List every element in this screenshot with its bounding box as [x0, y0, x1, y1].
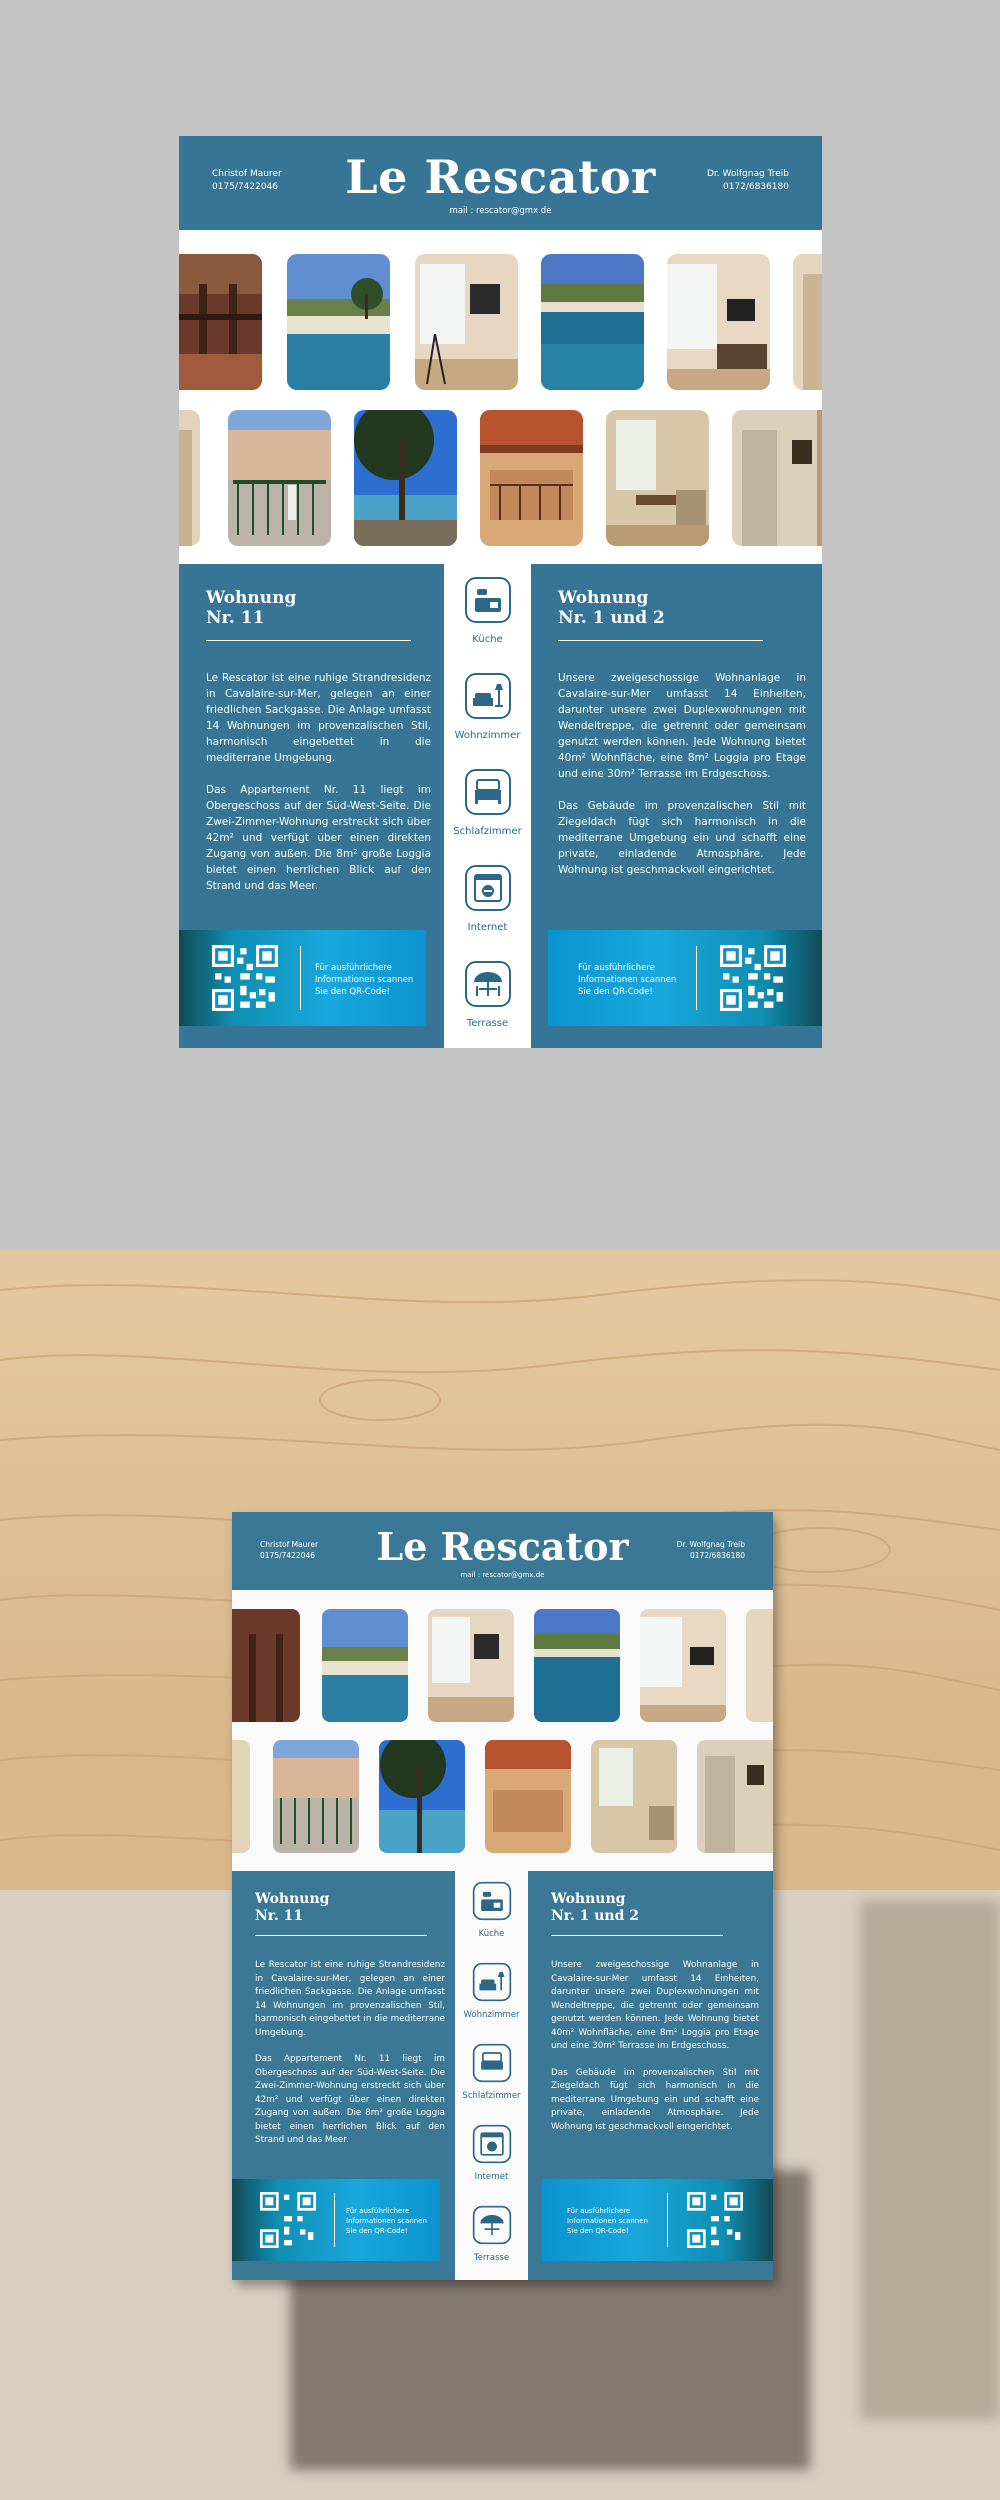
photo-doorway: [793, 254, 822, 390]
kitchen-icon: [472, 1881, 512, 1921]
mockup-qr-banner-left: [232, 2179, 440, 2261]
qr-instruction-left: Für ausführlichere Informationen scannen Sie den QR-Code!: [315, 963, 414, 997]
mockup-feature-internet-label: Internet: [474, 2172, 509, 2182]
mockup-apartment-1-2-description: [551, 1959, 759, 2147]
qr-code-icon[interactable]: [687, 2192, 743, 2248]
divider: [206, 640, 411, 641]
mockup-apartment-1-2-panel: [528, 1871, 773, 2280]
feature-terrace: [444, 960, 531, 1029]
features-column: [444, 564, 531, 1048]
mockup-photo-door: [746, 1609, 773, 1722]
apartment-11-paragraph-1: Le Rescator ist eine ruhige Strandresidenz in Cavalaire-sur-Mer, gelegen an einer friedlichen Sackgasse. Die Anlage umfasst 14 Wohnungen im provenzalischen Stil, harmonisch eingebettet in die mediterrane Umgebung.: [206, 672, 431, 764]
photo-beach-coast: [287, 254, 390, 390]
photo-row-2: [179, 410, 822, 546]
apartment-1-2-panel: [531, 564, 822, 1048]
mockup-photo-gate: [273, 1740, 359, 1853]
divider: [551, 1935, 723, 1936]
photo-corridor: [179, 410, 200, 546]
mockup-feature-living-room: [455, 1962, 528, 2020]
mockup-photo-roof: [485, 1740, 571, 1853]
mockup-title: Le Rescator: [376, 1524, 629, 1569]
qr-banner-right: [548, 930, 822, 1026]
terrace-parasol-icon: [472, 2205, 512, 2245]
qr-code-icon[interactable]: [212, 945, 278, 1011]
contact-mail: mail : rescator@gmx.de: [449, 206, 552, 216]
internet-browser-icon: [472, 2124, 512, 2164]
feature-terrace-label: Terrasse: [466, 1018, 509, 1029]
photo-living-room: [667, 254, 770, 390]
mockup-apartment-11-title: [255, 1891, 329, 1925]
mockup-qr-banner-right: [542, 2179, 773, 2261]
photo-tiled-roof-balcony: [480, 410, 583, 546]
kitchen-icon: [464, 576, 512, 624]
contact-right: [707, 168, 789, 194]
contact-left-name: Christof Maurer: [212, 169, 282, 179]
mockup-contact-right-name: Dr. Wolfgnag Treib: [676, 1540, 745, 1549]
sofa-lamp-icon: [464, 672, 512, 720]
mockup-apartment-1-2-title-line2: Nr. 1 und 2: [551, 1908, 640, 1924]
mockup-feature-internet: [455, 2124, 528, 2182]
feature-kitchen-label: Küche: [472, 634, 503, 645]
mockup-photo-dining: [591, 1740, 677, 1853]
mockup-contact-left-name: Christof Maurer: [260, 1540, 319, 1549]
qr-separator: [667, 2193, 668, 2247]
mockup-features-column: [455, 1871, 528, 2280]
mockup-feature-bedroom-label: Schlafzimmer: [462, 2091, 521, 2101]
apartment-1-2-paragraph-2: Das Gebäude im provenzalischen Stil mit Ziegeldach fügt sich harmonisch in die mediterrane Umgebung ein und schafft eine private, einladende Atmosphäre. Jede Wohnung ist geschmackvoll eingerichtet.: [558, 800, 806, 876]
feature-bedroom-label: Schlafzimmer: [453, 826, 522, 837]
sofa-lamp-icon: [472, 1962, 512, 2002]
mockup-feature-terrace: [455, 2205, 528, 2263]
apartment-11-description: [206, 670, 431, 910]
apartment-1-2-title: [558, 588, 665, 628]
feature-kitchen: [444, 576, 531, 645]
mockup-apartment-1-2-title-line1: Wohnung: [551, 1891, 626, 1907]
qr-separator: [300, 946, 301, 1010]
photo-pine-sea: [354, 410, 457, 546]
flyer-header: [179, 136, 822, 230]
photo-gate-entrance: [228, 410, 331, 546]
mockup-apartment-11-paragraph-2: Das Appartement Nr. 11 liegt im Obergeschoss auf der Süd-West-Seite. Die Zwei-Zimmer-Wohnung erstreckt sich über 42m² und verfügt über einen direkten Zugang von außen. Die 8m² große Loggia bietet einen herrlichen Blick auf den Strand und das Meer.: [255, 2054, 445, 2145]
mockup-flyer: [232, 1512, 773, 2280]
apartment-1-2-title-line2: Nr. 1 und 2: [558, 608, 665, 628]
photo-dining-room: [606, 410, 709, 546]
photo-hallway-door: [732, 410, 822, 546]
mockup-photo-hallway: [697, 1740, 773, 1853]
mockup-scene: [0, 1250, 1000, 2500]
apartment-1-2-paragraph-1: Unsere zweigeschossige Wohnanlage in Cavalaire-sur-Mer umfasst 14 Einheiten, darunter unsere zwei Duplexwohnungen mit Wendeltreppe, die getrennt oder gemeinsam genutzt werden können. Jede Wohnung bietet 40m² Wohnfläche, eine 8m² Loggia pro Etage und eine 30m² Terrasse im Erdgeschoss.: [558, 672, 806, 780]
photo-sea-bay: [541, 254, 644, 390]
mockup-feature-kitchen-label: Küche: [478, 1929, 505, 1939]
bed-icon: [464, 768, 512, 816]
qr-banner-left: [179, 930, 426, 1026]
mockup-apartment-11-panel: [232, 1871, 455, 2280]
mockup-photo-sea: [534, 1609, 620, 1722]
feature-internet-label: Internet: [467, 922, 508, 933]
divider: [255, 1935, 427, 1936]
bed-icon: [472, 2043, 512, 2083]
mockup-contact-right: [677, 1539, 745, 1561]
apartment-11-paragraph-2: Das Appartement Nr. 11 liegt im Obergeschoss auf der Süd-West-Seite. Die Zwei-Zimmer-Wohnung erstreckt sich über 42m² und verfügt über einen direkten Zugang von außen. Die 8m² große Loggia bietet einen herrlichen Blick auf den Strand und das Meer.: [206, 784, 431, 892]
terrace-parasol-icon: [464, 960, 512, 1008]
feature-internet: [444, 864, 531, 933]
qr-code-icon[interactable]: [720, 945, 786, 1011]
photo-row-1: [179, 254, 822, 390]
feature-living-room-label: Wohnzimmer: [454, 730, 521, 741]
contact-right-phone: 0172/6836180: [722, 182, 789, 192]
mockup-apartment-11-description: [255, 1959, 445, 2161]
mockup-feature-living-room-label: Wohnzimmer: [463, 2010, 520, 2020]
qr-code-icon[interactable]: [260, 2192, 316, 2248]
mockup-apartment-1-2-paragraph-1: Unsere zweigeschossige Wohnanlage in Cavalaire-sur-Mer umfasst 14 Einheiten, darunter unsere zwei Duplexwohnungen mit Wendeltreppe, die getrennt oder gemeinsam genutzt werden können. Jede Wohnung bietet 40m² Wohnfläche, eine 8m² Loggia pro Etage und eine 30m² Terrasse im Erdgeschoss.: [551, 1960, 759, 2051]
mockup-photo-living-window: [428, 1609, 514, 1722]
feature-living-room: [444, 672, 531, 741]
mockup-apartment-1-2-paragraph-2: Das Gebäude im provenzalischen Stil mit Ziegeldach fügt sich harmonisch in die mediterrane Umgebung ein und schafft eine private, einladende Atmosphäre. Jede Wohnung ist geschmackvoll eingerichtet.: [551, 2067, 759, 2132]
apartment-1-2-description: [558, 670, 806, 894]
flyer: [179, 136, 822, 1048]
mockup-feature-bedroom: [455, 2043, 528, 2101]
qr-separator: [334, 2193, 335, 2247]
apartment-11-title-line2: Nr. 11: [206, 608, 265, 628]
mockup-photo-living: [640, 1609, 726, 1722]
photo-living-window: [415, 254, 518, 390]
mockup-feature-terrace-label: Terrasse: [473, 2253, 510, 2263]
mockup-photo-corridor: [232, 1740, 250, 1853]
mockup-photo-beach: [322, 1609, 408, 1722]
mockup-photo-railing: [232, 1609, 300, 1722]
mockup-photo-pine: [379, 1740, 465, 1853]
photo-railing: [179, 254, 262, 390]
feature-bedroom: [444, 768, 531, 837]
mockup-qr-instruction-left: Für ausführlichere Informationen scannen Sie den QR-Code!: [346, 2207, 427, 2235]
flyer-title: Le Rescator: [345, 150, 656, 204]
mockup-feature-kitchen: [455, 1881, 528, 1939]
side-shadow: [860, 1900, 1000, 2420]
internet-browser-icon: [464, 864, 512, 912]
mockup-apartment-11-paragraph-1: Le Rescator ist eine ruhige Strandresidenz in Cavalaire-sur-Mer, gelegen an einer friedlichen Sackgasse. Die Anlage umfasst 14 Wohnungen im provenzalischen Stil, harmonisch eingebettet in die mediterrane Umgebung.: [255, 1960, 445, 2038]
contact-right-name: Dr. Wolfgnag Treib: [706, 169, 789, 179]
mockup-apartment-11-title-line2: Nr. 11: [255, 1908, 304, 1924]
mockup-contact-right-phone: 0172/6836180: [689, 1551, 745, 1560]
divider: [558, 640, 763, 641]
mockup-mail: mail : rescator@gmx.de: [460, 1571, 545, 1579]
mockup-header: [232, 1512, 773, 1590]
mockup-contact-left-phone: 0175/7422046: [260, 1551, 316, 1560]
apartment-11-title-line1: Wohnung: [206, 588, 297, 608]
mockup-apartment-1-2-title: [551, 1891, 639, 1925]
apartment-11-title: [206, 588, 296, 628]
apartment-11-panel: [179, 564, 444, 1048]
apartment-1-2-title-line1: Wohnung: [558, 588, 649, 608]
qr-separator: [696, 946, 697, 1010]
mockup-apartment-11-title-line1: Wohnung: [255, 1891, 330, 1907]
contact-left-phone: 0175/7422046: [212, 182, 279, 192]
qr-instruction-right: Für ausführlichere Informationen scannen Sie den QR-Code!: [578, 963, 677, 997]
mockup-qr-instruction-right: Für ausführlichere Informationen scannen Sie den QR-Code!: [567, 2207, 648, 2235]
